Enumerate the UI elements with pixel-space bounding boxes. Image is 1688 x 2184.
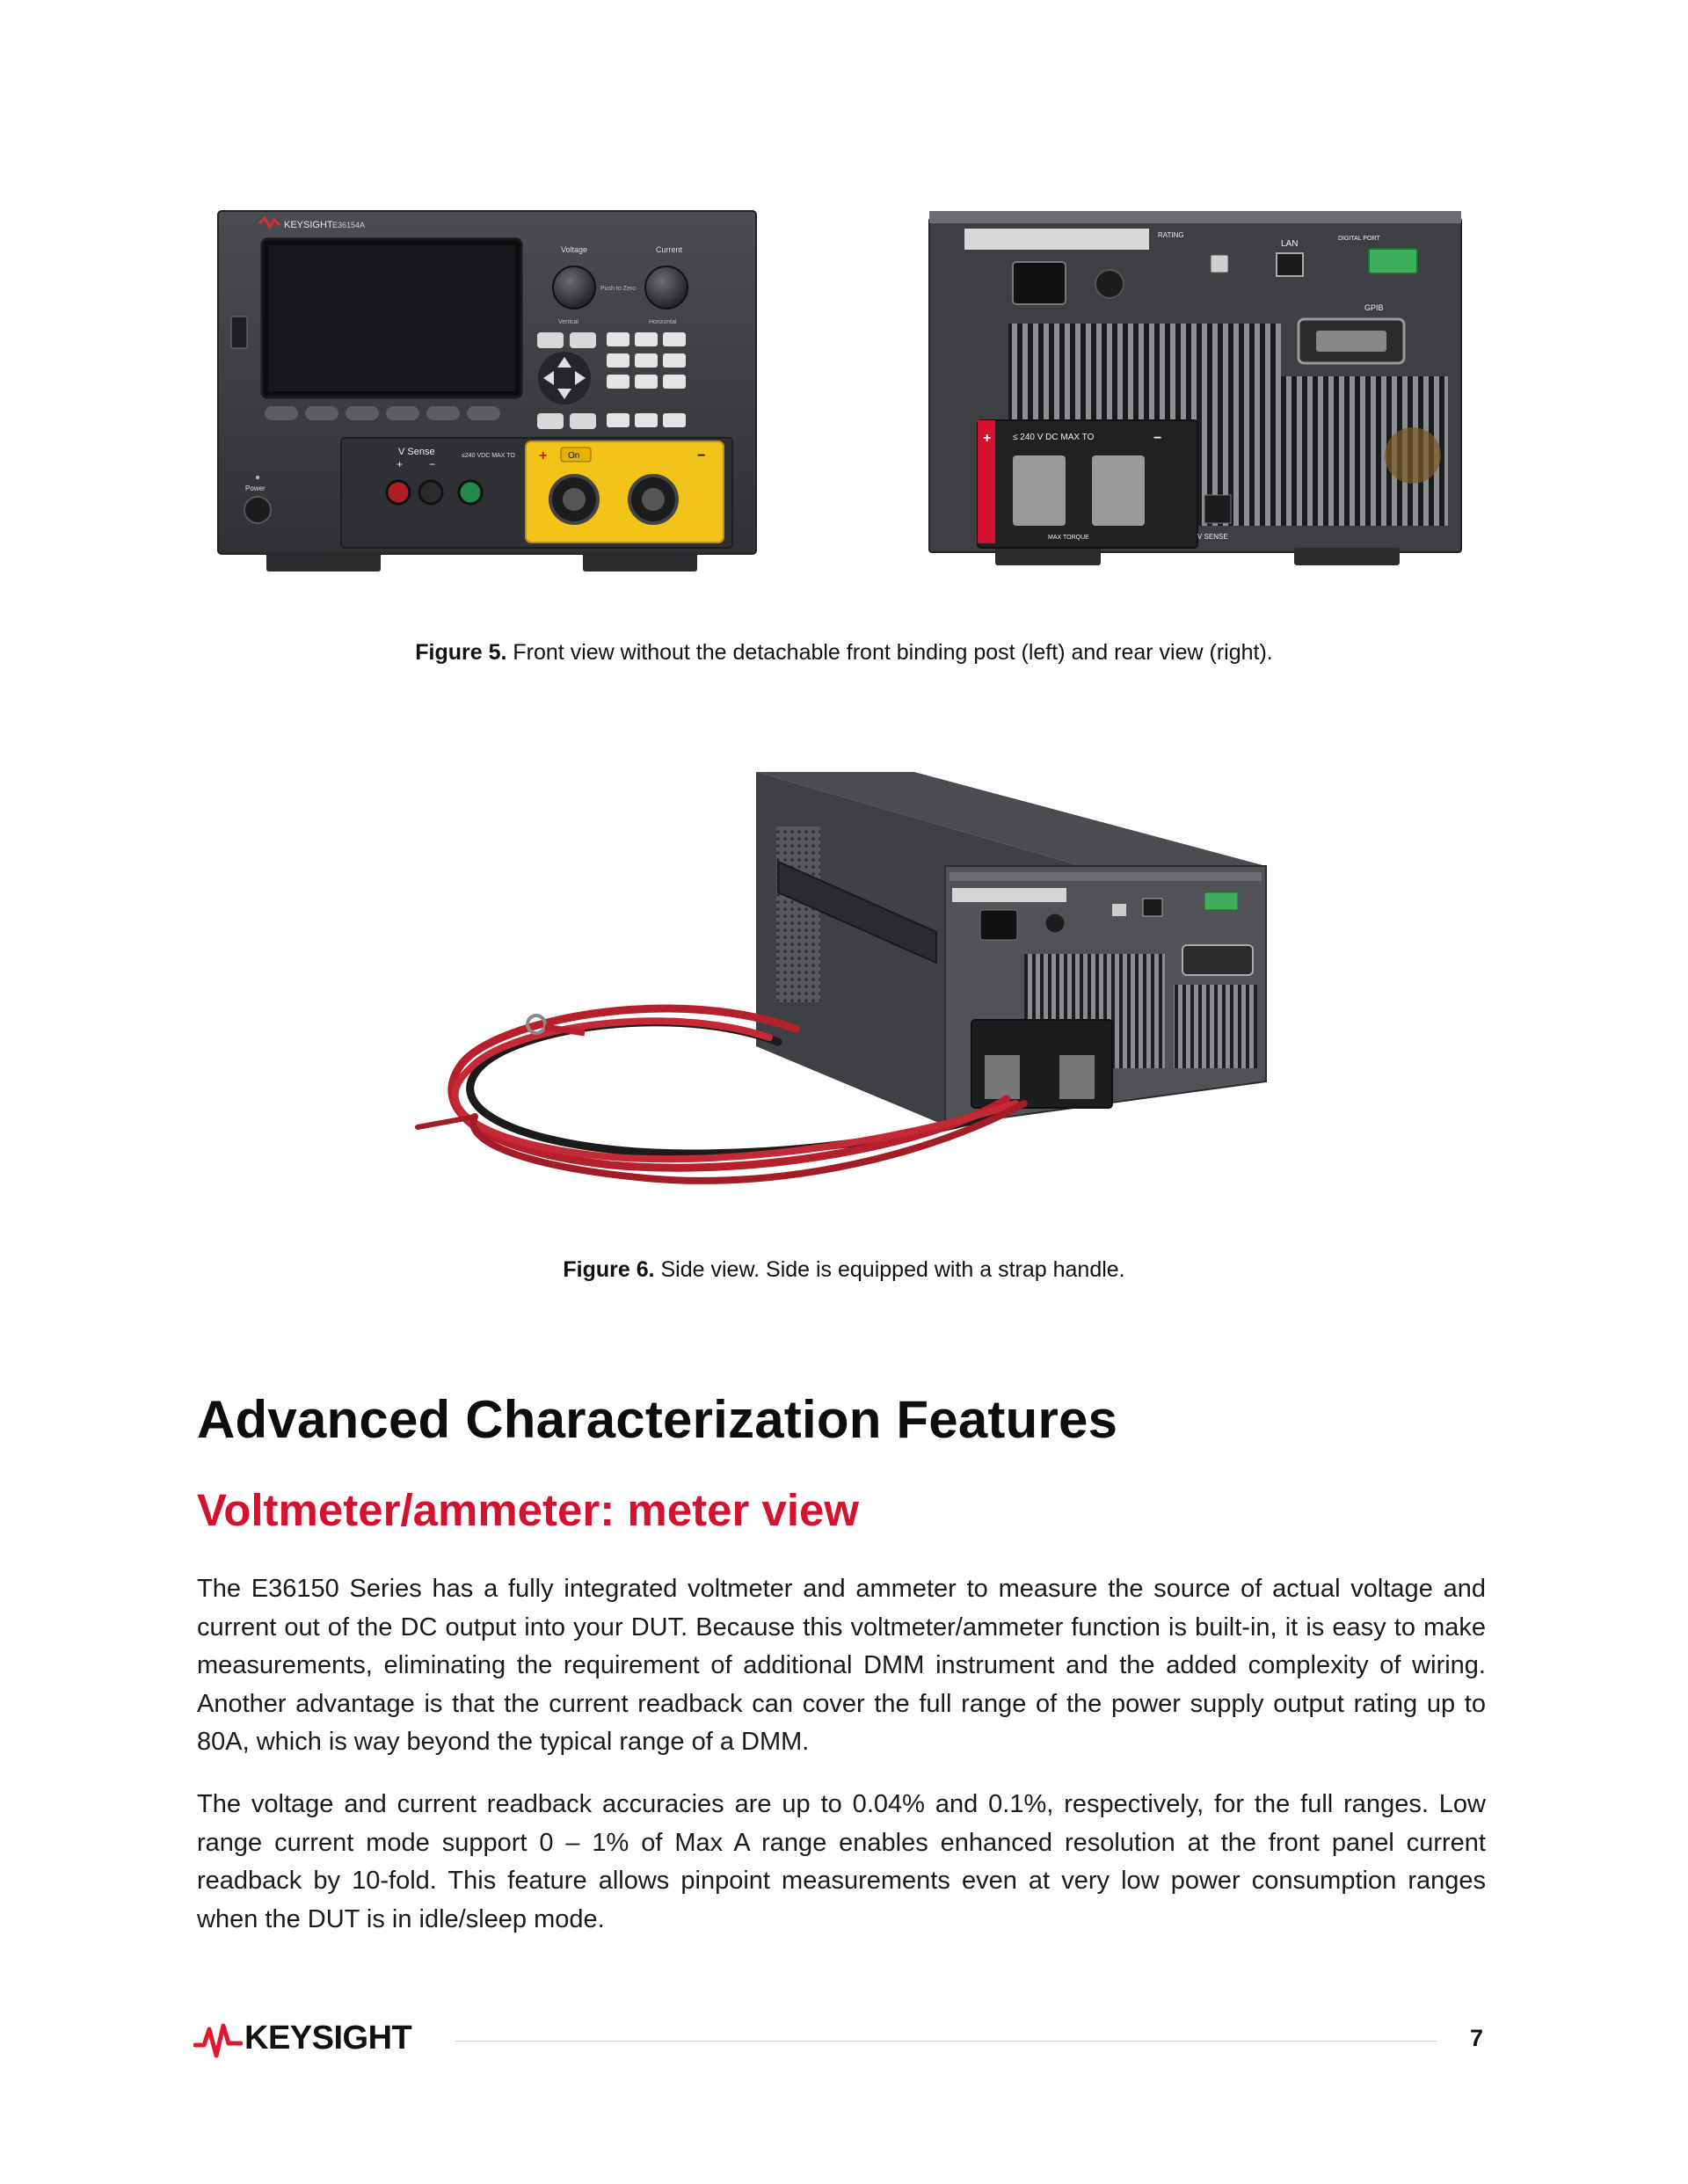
paragraph-1: The E36150 Series has a fully integrated voltmeter and ammeter to measure the source of actual voltage and current out of the DC output into your DUT. Because this voltmeter/ammeter function is built-in, it is easy to make measurements, eliminating the requirement of additional DMM instrument and the added complexity of wiring. Another advantage is that the current readback can cover the full range of the power supply output rating up to 80A, which is way beyond the typical range of a DMM. bbox=[197, 1575, 1486, 1756]
vsense-plus-post bbox=[387, 481, 410, 504]
save-recall-key bbox=[537, 413, 564, 429]
figure-6-caption bbox=[0, 1257, 1688, 1283]
vertical-label: Vertical bbox=[558, 319, 578, 325]
figure-5-caption bbox=[0, 640, 1688, 666]
vsense-plus-label: + bbox=[397, 458, 404, 470]
vsense-minus-post bbox=[419, 481, 442, 504]
rear-usb-port bbox=[1211, 255, 1228, 273]
section-subheading: Voltmeter/ammeter: meter view bbox=[197, 1485, 860, 1535]
ground-post bbox=[459, 481, 482, 504]
rear-dc-warning: ≤ 240 V DC MAX TO bbox=[1013, 433, 1095, 442]
front-brand-text: KEYSIGHT bbox=[284, 220, 333, 230]
horizontal-label: Horizontal bbox=[649, 319, 677, 325]
figure-6-text: Side view. Side is equipped with a strap handle. bbox=[654, 1257, 1125, 1282]
figure-6-label: Figure 6. bbox=[563, 1257, 655, 1282]
figure-5-text: Front view without the detachable front binding post (left) and rear view (right). bbox=[506, 640, 1273, 665]
paragraph-2: The voltage and current readback accuracies are up to 0.04% and 0.1%, respectively, for the full ranges. Low range current mode support 0 – 1% of Max A range enables enhanced resolution at the front panel current readback by 10-fold. This feature allows pinpoint measurements even at very low power consumption ranges when the DUT is in idle/sleep mode. bbox=[197, 1790, 1486, 1933]
front-usb-port bbox=[231, 317, 247, 348]
gpib-label: GPIB bbox=[1364, 303, 1384, 312]
ac-inlet bbox=[1013, 262, 1066, 304]
front-voltage-warning: ≤240 VDC MAX TO bbox=[462, 453, 515, 459]
vsense-minus-label: − bbox=[429, 458, 436, 470]
rear-vsense-label: V SENSE bbox=[1197, 533, 1228, 541]
page-number: 7 bbox=[1470, 2025, 1484, 2051]
front-view-image bbox=[214, 202, 760, 582]
rear-plus-label: + bbox=[983, 431, 992, 446]
rear-minus-terminal bbox=[1092, 455, 1145, 526]
keysight-logo-icon bbox=[193, 2022, 243, 2059]
max-torque-label: MAX TORQUE bbox=[1048, 535, 1089, 541]
output-on-label: On bbox=[568, 451, 580, 461]
utilities-key bbox=[570, 332, 596, 348]
vsense-label: V Sense bbox=[398, 447, 435, 457]
push-zero-label: Push to Zero bbox=[600, 286, 637, 292]
rear-plus-terminal bbox=[1013, 455, 1066, 526]
rear-vsense-connector bbox=[1204, 495, 1231, 523]
knob-current-label: Current bbox=[656, 245, 683, 254]
output-plus-label: + bbox=[539, 448, 548, 463]
power-led bbox=[256, 476, 259, 479]
figure-5-label: Figure 5. bbox=[415, 640, 507, 665]
rating-label bbox=[964, 229, 1149, 250]
digital-port bbox=[1369, 249, 1417, 273]
arrow-pad bbox=[538, 352, 591, 404]
rear-minus-label: − bbox=[1153, 431, 1162, 446]
lan-label: LAN bbox=[1281, 239, 1299, 249]
section-heading: Advanced Characterization Features bbox=[197, 1390, 1118, 1449]
enter-key bbox=[570, 413, 596, 429]
side-view-image bbox=[409, 765, 1270, 1205]
rating-text: RATING bbox=[1158, 231, 1184, 239]
rear-view-image bbox=[925, 200, 1472, 582]
front-model-text: E36154A bbox=[332, 221, 366, 229]
voltage-knob bbox=[553, 266, 595, 309]
meter-view-key bbox=[537, 332, 564, 348]
fuse-holder bbox=[1095, 270, 1124, 298]
digital-port-label: DIGITAL PORT bbox=[1338, 236, 1380, 242]
toroid-coil bbox=[1385, 427, 1441, 484]
power-label: Power bbox=[245, 484, 266, 492]
current-knob bbox=[645, 266, 688, 309]
knob-voltage-label: Voltage bbox=[561, 245, 588, 254]
output-minus-label: − bbox=[697, 448, 706, 463]
power-button bbox=[244, 497, 271, 523]
footer-brand-name: KEYSIGHT bbox=[244, 2020, 412, 2057]
lan-port bbox=[1277, 253, 1303, 276]
footer-divider bbox=[455, 2041, 1437, 2042]
